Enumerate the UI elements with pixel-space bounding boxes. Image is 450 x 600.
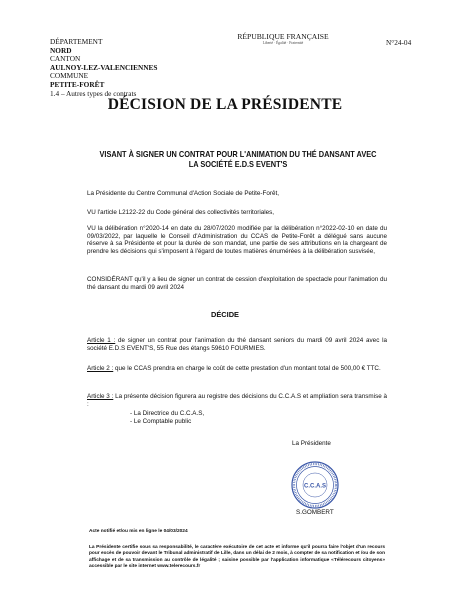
legal-notice: La Présidente certifie sous sa responsabilité, le caractère exécutoire de cet acte et informe qu'il pourra faire l'objet d'un recours pour excès de pouvoir devant le Tribunal administratif de Lille, dans un délai de 2 mois, à compter de sa notification et /ou de son affichage et de sa transmission au contrôle de légalité ; saisine possible par l'application informatique «Télérecours citoyens» accessible par le site internet www.telerecours.fr <box>89 545 385 570</box>
canton-value: AULNOY-LEZ-VALENCIENNES <box>50 62 158 72</box>
preamble-president: La Présidente du Centre Communal d'Action Sociale de Petite-Forêt, <box>87 190 279 197</box>
article-3-text: La présente décision figurera au registre des décisions du C.C.A.S et ampliation sera transmise à : <box>87 393 387 408</box>
preamble-delegation: VU la délibération n°2020-14 en date du 28/07/2020 modifiée par la délibération n°2022-02-10 en date du 09/03/2022, par laquelle le Conseil d'Administration du CCAS de Petite-Forêt a délégué sans aucune réserve à sa Présidente et pour la durée de son mandat, une partie de ses attributions en la chargeant de prendre les décisions qui s'imposent à l'égard de toutes matières énumérées à la délibération susvisée, <box>87 225 387 255</box>
decision-subject <box>96 150 380 170</box>
article-2 <box>87 365 387 373</box>
administrative-header <box>50 38 220 98</box>
departement-value: NORD <box>50 45 72 55</box>
decide-heading: DÉCIDE <box>211 310 239 319</box>
article-1-label: Article 1 : <box>87 337 116 344</box>
article-3 <box>87 393 387 409</box>
signatory-name: S.GOMBERT <box>296 509 334 516</box>
canton-label: CANTON <box>50 54 81 64</box>
act-category: 1.4 – Autres types de contrats <box>50 88 137 98</box>
preamble-considering: CONSIDÉRANT qu'il y a lieu de signer un contrat de cession d'exploitation de spectacle pour l'animation du thé dansant du mardi 09 avril 2024 <box>87 276 387 291</box>
article-1-text: de signer un contrat pour l'animation du thé dansant seniors du mardi 09 avril 2024 avec la société E.D.S EVENT'S, 55 Rue des étangs 59610 FOURMIES. <box>87 337 387 352</box>
decision-number: N°24-04 <box>386 38 412 47</box>
commune-value: PETITE-FORÊT <box>50 79 105 89</box>
article-2-label: Article 2 : <box>87 365 114 372</box>
article-3-label: Article 3 : <box>87 393 114 400</box>
commune-label: COMMUNE <box>50 71 89 81</box>
signature-title: La Présidente <box>292 440 331 447</box>
preamble-legal-basis: VU l'article L2122-22 du Code général des collectivités territoriales, <box>87 209 275 216</box>
distribution-item-director: - La Directrice du C.C.A.S, <box>130 410 205 417</box>
subject-line-2: LA SOCIÉTÉ E.D.S EVENT'S <box>188 160 288 169</box>
ccas-seal-icon <box>290 460 340 510</box>
republic-name: RÉPUBLIQUE FRANÇAISE <box>237 32 329 41</box>
subject-line-1: VISANT À SIGNER UN CONTRAT POUR L'ANIMATION DU THÉ DANSANT AVEC <box>99 150 377 159</box>
republic-motto: Liberté · Égalité · Fraternité <box>262 41 304 45</box>
article-2-text: que le CCAS prendra en charge le coût de cette prestation d'un montant total de 500,00 € TTC. <box>113 365 381 372</box>
notification-notice: Acte notifié et/ou mis en ligne le 04/03/2024 <box>89 529 188 534</box>
republic-header <box>228 32 338 46</box>
page-title: DÉCISION DE LA PRÉSIDENTE <box>107 96 343 113</box>
seal-text: C.C.A.S <box>303 483 327 490</box>
departement-label: DÉPARTEMENT <box>50 37 103 46</box>
distribution-item-accountant: - Le Comptable public <box>130 418 192 425</box>
article-1 <box>87 337 387 353</box>
